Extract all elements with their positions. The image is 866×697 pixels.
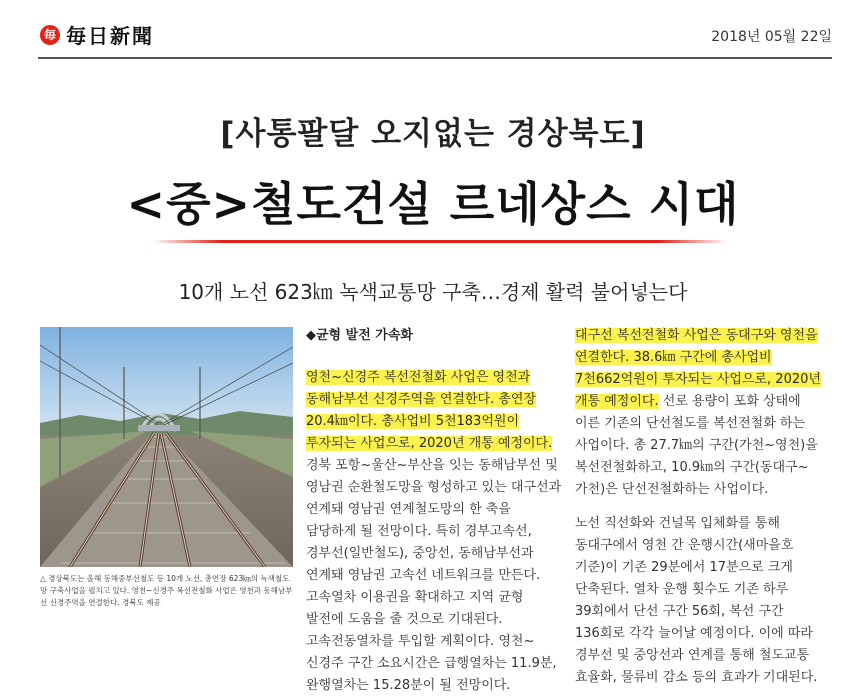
header-divider [38, 57, 832, 59]
series-kicker: [사통팔달 오지없는 경상북도] [220, 116, 646, 152]
paragraph [306, 367, 562, 697]
railway-photo [40, 327, 293, 567]
highlighted-text: 대구선 복선전철화 사업은 동대구와 영천을 연결한다. 38.6㎞ 구간에 총사업비 7천662억원이 투자되는 사업으로, 2020년 개통 예정이다. [575, 328, 821, 409]
railway-photo-illustration [40, 327, 293, 567]
body-text: 경북 포항~울산~부산을 잇는 동해남부선 및 영남권 순환철도망을 형성하고 있는 대구선과 연계돼 영남권 연계철도망의 한 축을 담당하게 될 전망이다. 특히 경부고속선, 경부선(일반철도), 중앙선, 동해남부선과 연계돼 영남권 고속선 네트워크를 만든다. 고속열차 이용권을 확대하고 지역 균형 발전에 도움을 줄 것으로 기대된다. 고속전동열차를 투입할 계획이다. 영천~신경주 구간 소요시간은 급행열차는 11.9분, 완행열차는 15.28분이 될 전망이다. [306, 458, 562, 693]
headline-underline [152, 240, 728, 243]
logo-text: 毎日新聞 [66, 24, 154, 48]
subheadline: 10개 노선 623㎞ 녹색교통망 구축…경제 활력 불어넣는다 [178, 280, 688, 304]
highlighted-text: 영천~신경주 복선전철화 사업은 영천과 동해남부선 신경주역을 연결한다. 총연장 20.4㎞이다. 총사업비 5천183억원이 투자되는 사업으로, 2020년 개통 예정이다. [306, 370, 553, 451]
masthead [0, 0, 866, 60]
newspaper-logo [40, 20, 154, 49]
logo-mark-icon: 毎 [40, 25, 60, 45]
paragraph [575, 325, 825, 501]
publication-date: 2018년 05월 22일 [711, 29, 832, 45]
body-text: 선로 용량이 포화 상태에 이른 기존의 단선철도를 복선전철화 하는 사업이다. 총 27.7㎞의 구간(가천~영천)을 복선전철화하고, 10.9㎞의 구간(동대구~가천)은 단선전철화하는 사업이다. [575, 394, 818, 497]
photo-caption: △ 경상북도는 올해 동해중부선철도 등 10개 노선, 총연장 623㎞의 녹색철도망 구축사업을 펼치고 있다. 영천~신경주 복선전철화 사업은 영천과 동해남부선 신경주역을 연결한다. 경북도 제공 [40, 574, 293, 607]
paragraph: 노선 직선화와 건널목 입체화를 통해 동대구에서 영천 간 운행시간(새마을호 기준)이 기존 29분에서 17분으로 크게 단축된다. 열차 운행 횟수도 기존 하루 39회에서 단선 구간 56회, 복선 구간 136회로 각각 늘어날 예정이다. 이에 따라 경부선 및 중앙선과 연계를 통해 철도교통 효율화, 물류비 감소 등의 효과가 기대된다. [575, 516, 818, 685]
headline: <중>철도건설 르네상스 시대 [126, 177, 740, 231]
article-column-1 [306, 325, 562, 697]
section-title: ◆균형 발전 가속화 [306, 328, 413, 343]
article-column-2 [575, 325, 825, 689]
